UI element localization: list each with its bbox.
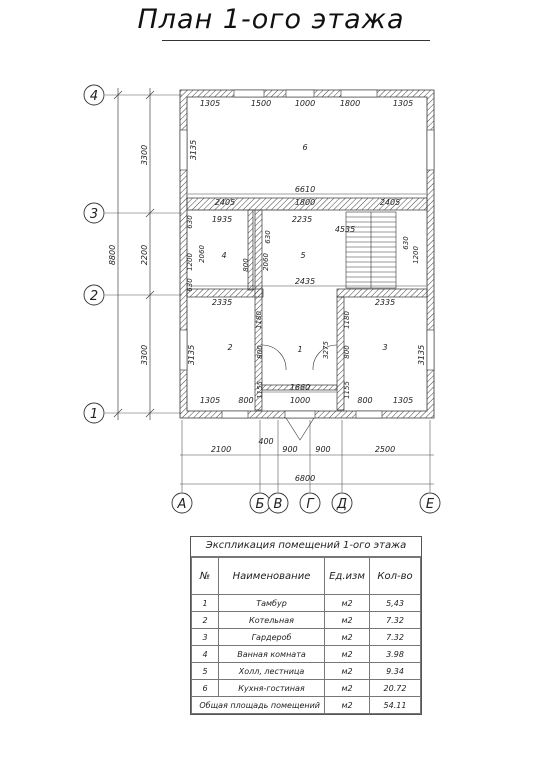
table-row: [192, 646, 421, 663]
dim-800-a: 800: [242, 258, 250, 272]
dim-1155-b: 1155: [343, 381, 351, 399]
dim-left-seg-3: 3300: [140, 344, 149, 366]
row-qty: 5,43: [370, 595, 421, 612]
dim-room2-height: 3135: [187, 344, 196, 366]
axis-row-3: 3: [89, 207, 99, 222]
dim-top-5: 1305: [392, 99, 414, 108]
total-qty: 54.11: [370, 697, 421, 714]
row-name: Кухня-гостиная: [219, 680, 325, 697]
row-name: Гардероб: [219, 629, 325, 646]
axis-col-v: В: [273, 497, 283, 512]
dim-b-2100: 2100: [210, 445, 232, 454]
table-row: [192, 663, 421, 680]
dim-b-400: 400: [258, 437, 274, 446]
total-unit: м2: [325, 697, 370, 714]
axis-col-g: Г: [306, 497, 314, 512]
dim-b-900-b: 900: [315, 445, 331, 454]
row-unit: м2: [325, 595, 370, 612]
dim-1180-a: 1180: [255, 311, 263, 329]
axis-row-4: 4: [89, 89, 99, 104]
dim-left-seg-1: 3300: [140, 144, 149, 166]
dim-1180-b: 1180: [343, 311, 351, 329]
axis-col-b: Б: [255, 497, 265, 512]
dim-room3-width: 2335: [374, 298, 396, 307]
dim-2060-b: 2060: [262, 253, 270, 271]
dim-2060-a: 2060: [198, 245, 206, 263]
room-label-4: 4: [221, 251, 227, 260]
room-label-2: 2: [227, 343, 233, 352]
row-number: 4: [192, 646, 219, 663]
dim-room2-width: 2335: [211, 298, 233, 307]
row-number: 5: [192, 663, 219, 680]
dim-bot-800-a: 800: [238, 396, 254, 405]
dim-bot-800-b: 800: [357, 396, 373, 405]
table-row: [192, 595, 421, 612]
row-number: 6: [192, 680, 219, 697]
dim-800-b: 800: [256, 345, 264, 359]
dim-kitchen-width: 6610: [294, 185, 316, 194]
dim-1200-b: 1200: [412, 246, 420, 264]
axis-col-a: А: [177, 497, 187, 512]
row-qty: 7.32: [370, 612, 421, 629]
header-qty: Кол-во: [370, 558, 421, 595]
row-qty: 20.72: [370, 680, 421, 697]
staircase: [346, 212, 396, 288]
dim-left-seg-2: 2200: [140, 244, 149, 266]
dim-1800: 1800: [294, 198, 316, 207]
dim-3275: 3275: [322, 341, 330, 359]
dim-kitchen-height: 3135: [189, 139, 198, 161]
dim-1660: 1660: [289, 383, 311, 392]
row-unit: м2: [325, 612, 370, 629]
dim-row3-left: 2405: [214, 198, 236, 207]
dim-top-1: 1305: [199, 99, 221, 108]
row-name: Холл, лестница: [219, 663, 325, 680]
axis-col-e: Е: [425, 497, 435, 512]
dim-630-c: 630: [402, 236, 410, 250]
row-unit: м2: [325, 646, 370, 663]
row-name: Тамбур: [219, 595, 325, 612]
row-name: Ванная комната: [219, 646, 325, 663]
dim-stair-len: 4535: [334, 225, 356, 234]
total-label: Общая площадь помещений: [192, 697, 325, 714]
row-qty: 7.32: [370, 629, 421, 646]
dim-row3-right: 2405: [379, 198, 401, 207]
row-number: 1: [192, 595, 219, 612]
row-number: 3: [192, 629, 219, 646]
dim-1200-a: 1200: [186, 253, 194, 271]
explication-table: [190, 536, 422, 715]
dim-top-4: 1800: [339, 99, 361, 108]
explication-caption: Экспликация помещений 1-ого этажа: [191, 537, 421, 557]
dim-hall-bottom: 2435: [294, 277, 316, 286]
dim-b-2500: 2500: [374, 445, 396, 454]
row-unit: м2: [325, 629, 370, 646]
header-unit: Ед.изм: [325, 558, 370, 595]
axis-row-2: 2: [89, 289, 99, 304]
row-qty: 9.34: [370, 663, 421, 680]
dim-bot-1305-a: 1305: [199, 396, 221, 405]
dim-overall-width: 6800: [294, 474, 316, 483]
room-label-6: 6: [302, 143, 308, 152]
dim-room4-width: 1935: [211, 215, 233, 224]
dim-1155-a: 1155: [256, 381, 264, 399]
dim-room3-height: 3135: [417, 344, 426, 366]
axis-col-d: Д: [336, 497, 348, 512]
row-unit: м2: [325, 680, 370, 697]
axis-row-1: 1: [89, 407, 99, 422]
dim-b-900-a: 900: [282, 445, 298, 454]
row-qty: 3.98: [370, 646, 421, 663]
row-name: Котельная: [219, 612, 325, 629]
dim-bot-1305-b: 1305: [392, 396, 414, 405]
room-label-3: 3: [382, 343, 388, 352]
dim-hall-width: 2235: [291, 215, 313, 224]
room-label-5: 5: [300, 251, 306, 260]
row-number: 2: [192, 612, 219, 629]
room-label-1: 1: [297, 345, 303, 354]
row-unit: м2: [325, 663, 370, 680]
dim-630-a: 630: [186, 215, 194, 229]
table-row: [192, 680, 421, 697]
table-row: [192, 612, 421, 629]
dim-left-overall: 8800: [108, 244, 117, 266]
page-title: План 1-ого этажа: [137, 4, 405, 35]
explication-header-row: [192, 558, 421, 595]
dim-bot-1000: 1000: [289, 396, 311, 405]
header-name: Наименование: [219, 558, 325, 595]
table-row: [192, 629, 421, 646]
dim-630-d: 630: [186, 278, 194, 292]
header-number: №: [192, 558, 219, 595]
dim-800-c: 800: [343, 345, 351, 359]
total-row: [192, 697, 421, 714]
dim-top-2: 1500: [250, 99, 272, 108]
dim-630-b: 630: [264, 230, 272, 244]
dim-top-3: 1000: [294, 99, 316, 108]
